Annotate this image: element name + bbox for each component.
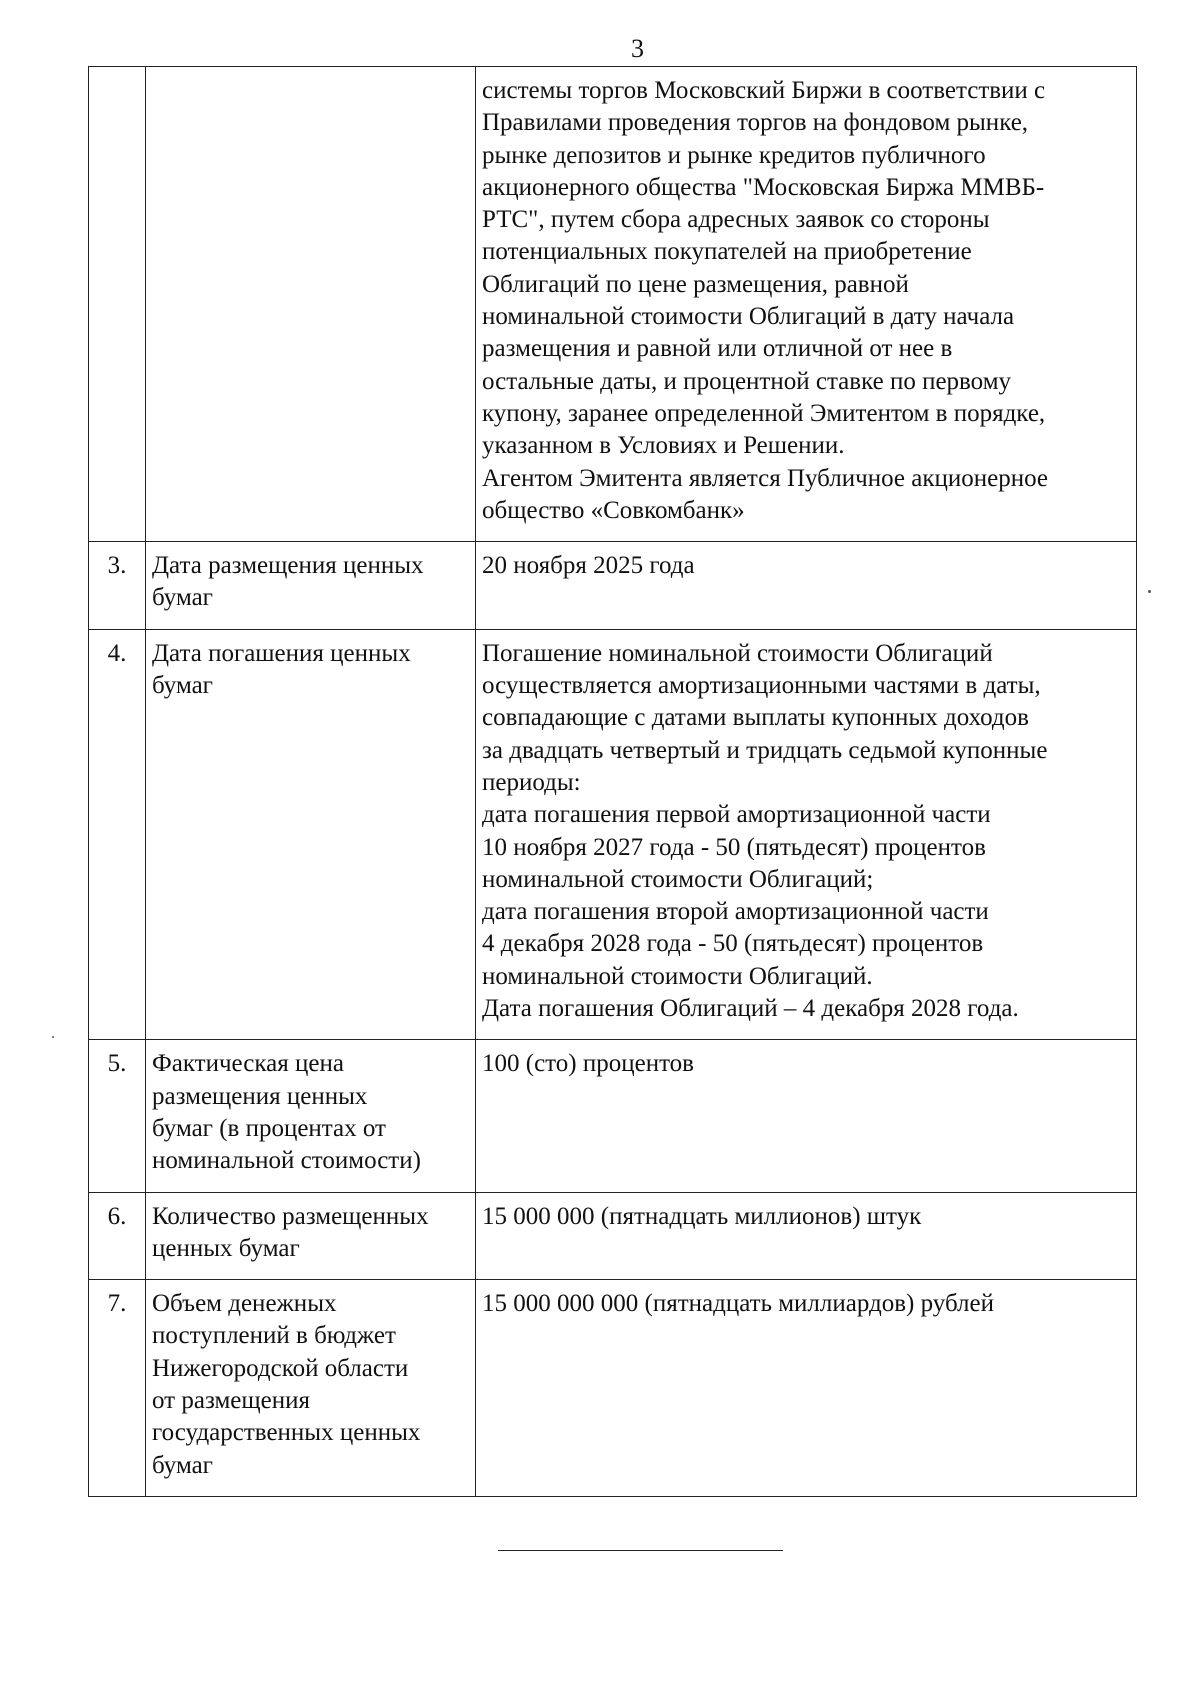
row-parameter-name bbox=[146, 542, 476, 630]
parameter-name-line: размещения ценных bbox=[152, 1082, 368, 1110]
table-row bbox=[89, 1040, 1137, 1192]
parameter-name-line: от размещения bbox=[152, 1386, 310, 1414]
table-row bbox=[89, 1280, 1137, 1497]
table-row bbox=[89, 542, 1137, 630]
row-parameter-value bbox=[476, 67, 1137, 542]
parameter-name-line: бумаг (в процентах от bbox=[152, 1114, 386, 1142]
parameter-value-line: Погашение номинальной стоимости Облигаций bbox=[482, 639, 993, 667]
parameter-value-line: указанном в Условиях и Решении. bbox=[482, 432, 845, 460]
row-parameter-value bbox=[476, 1280, 1137, 1497]
parameter-name-line: государственных ценных bbox=[152, 1419, 421, 1447]
parameter-name-line: бумаг bbox=[152, 1451, 213, 1479]
parameter-value-line: потенциальных покупателей на приобретение bbox=[482, 238, 972, 266]
parameter-value-line: рынке депозитов и рынке кредитов публичного bbox=[482, 141, 986, 169]
row-number: 6. bbox=[89, 1192, 146, 1280]
parameter-value-line: 15 000 000 (пятнадцать миллионов) штук bbox=[482, 1202, 922, 1230]
parameter-name-line: Нижегородской области bbox=[152, 1354, 409, 1382]
parameter-name-line: бумаг bbox=[152, 672, 213, 700]
parameter-value-line: остальные даты, и процентной ставке по первому bbox=[482, 367, 1012, 395]
parameter-value-line: Дата погашения Облигаций – 4 декабря 2028 года. bbox=[482, 995, 1019, 1023]
parameter-value-line: периоды: bbox=[482, 768, 581, 796]
parameter-name-line: Дата размещения ценных bbox=[152, 552, 424, 580]
parameter-value-line: номинальной стоимости Облигаций в дату начала bbox=[482, 303, 1015, 331]
row-number bbox=[89, 67, 146, 542]
parameter-name-line: бумаг bbox=[152, 584, 213, 612]
parameter-value-line: купону, заранее определенной Эмитентом в порядке, bbox=[482, 399, 1046, 427]
row-parameter-value bbox=[476, 542, 1137, 630]
parameter-value-line: номинальной стоимости Облигаций. bbox=[482, 962, 873, 990]
row-parameter-name bbox=[146, 1192, 476, 1280]
table-row bbox=[89, 67, 1137, 542]
scan-speck bbox=[52, 1036, 54, 1038]
row-parameter-value bbox=[476, 1040, 1137, 1192]
parameter-value-line: дата погашения первой амортизационной части bbox=[482, 801, 991, 829]
parameter-name-line: ценных бумаг bbox=[152, 1234, 300, 1262]
parameter-value-line: 100 (сто) процентов bbox=[482, 1050, 694, 1078]
parameter-name-line: номинальной стоимости) bbox=[152, 1147, 421, 1175]
row-parameter-name bbox=[146, 1280, 476, 1497]
page-number: 3 bbox=[631, 34, 644, 63]
parameter-value-line: общество «Совкомбанк» bbox=[482, 496, 745, 524]
parameter-value-line: 20 ноября 2025 года bbox=[482, 552, 695, 580]
parameter-value-line: размещения и равной или отличной от нее в bbox=[482, 335, 953, 363]
scan-speck bbox=[1148, 590, 1151, 593]
table-row bbox=[89, 629, 1137, 1040]
parameter-value-line: дата погашения второй амортизационной части bbox=[482, 898, 989, 926]
row-parameter-name bbox=[146, 1040, 476, 1192]
row-number: 4. bbox=[89, 629, 146, 1040]
parameter-name-line: Фактическая цена bbox=[152, 1050, 344, 1078]
row-number: 5. bbox=[89, 1040, 146, 1192]
parameter-name-line: Дата погашения ценных bbox=[152, 639, 411, 667]
row-parameter-value bbox=[476, 1192, 1137, 1280]
parameter-name-line: Количество размещенных bbox=[152, 1202, 429, 1230]
parameter-name-line: поступлений в бюджет bbox=[152, 1322, 396, 1350]
parameter-value-line: акционерного общества "Московская Биржа ММВБ- bbox=[482, 173, 1045, 201]
parameter-value-line: номинальной стоимости Облигаций; bbox=[482, 865, 874, 893]
table-row bbox=[89, 1192, 1137, 1280]
parameter-value-line: РТС", путем сбора адресных заявок со стороны bbox=[482, 206, 990, 234]
row-number: 7. bbox=[89, 1280, 146, 1497]
parameter-value-line: осуществляется амортизационными частями в даты, bbox=[482, 672, 1041, 700]
securities-table bbox=[88, 66, 1137, 1497]
parameter-value-line: 10 ноября 2027 года - 50 (пятьдесят) процентов bbox=[482, 833, 986, 861]
parameter-value-line: за двадцать четвертый и тридцать седьмой купонные bbox=[482, 736, 1048, 764]
row-parameter-name bbox=[146, 629, 476, 1040]
parameter-value-line: Агентом Эмитента является Публичное акционерное bbox=[482, 464, 1048, 492]
parameter-value-line: Облигаций по цене размещения, равной bbox=[482, 270, 909, 298]
parameter-name-line: Объем денежных bbox=[152, 1290, 337, 1318]
row-parameter-name bbox=[146, 67, 476, 542]
parameter-value-line: 4 декабря 2028 года - 50 (пятьдесят) процентов bbox=[482, 930, 984, 958]
row-parameter-value bbox=[476, 629, 1137, 1040]
parameter-value-line: Правилами проведения торгов на фондовом рынке, bbox=[482, 109, 1029, 137]
row-number: 3. bbox=[89, 542, 146, 630]
parameter-value-line: совпадающие с датами выплаты купонных доходов bbox=[482, 704, 1029, 732]
end-of-document-rule bbox=[498, 1550, 783, 1551]
parameter-value-line: системы торгов Московский Биржи в соответствии с bbox=[482, 77, 1046, 104]
table-body bbox=[89, 67, 1137, 1497]
parameter-value-line: 15 000 000 000 (пятнадцать миллиардов) рублей bbox=[482, 1290, 995, 1318]
